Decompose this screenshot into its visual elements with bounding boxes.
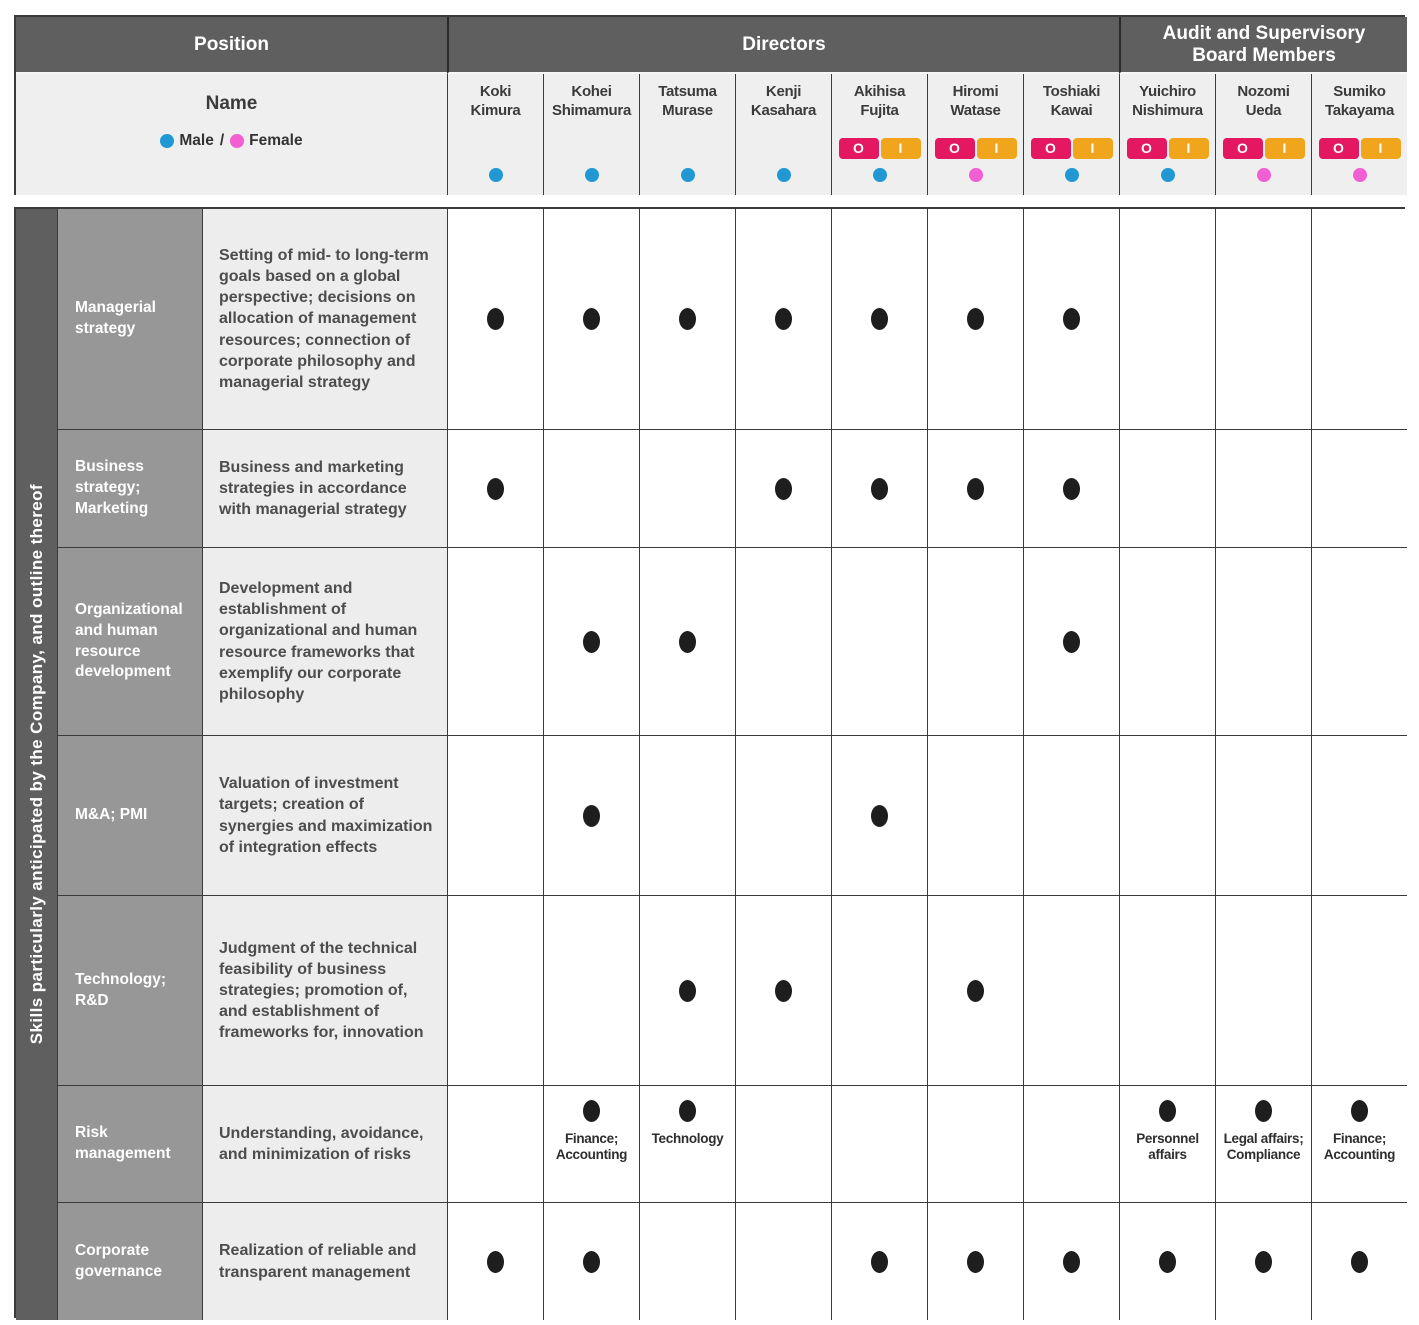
directors-label: Directors bbox=[742, 33, 826, 55]
person-header-toshiaki-kawai bbox=[1023, 74, 1119, 195]
officer-badges bbox=[838, 135, 922, 161]
mark-business-strategy-marketing-watase bbox=[927, 429, 1023, 547]
person-name: Kohei Shimamura bbox=[552, 83, 631, 119]
female-dot-icon bbox=[230, 134, 244, 148]
mark-managerial-strategy-takayama bbox=[1311, 209, 1407, 429]
mark-managerial-strategy-nishimura bbox=[1119, 209, 1215, 429]
mark-managerial-strategy-shimamura bbox=[543, 209, 639, 429]
mark-business-strategy-marketing-fujita bbox=[831, 429, 927, 547]
mark-technology-r-d-murase bbox=[639, 895, 735, 1085]
mark-managerial-strategy-kawai bbox=[1023, 209, 1119, 429]
mark-business-strategy-marketing-takayama bbox=[1311, 429, 1407, 547]
skills-table bbox=[14, 207, 1405, 1318]
independent-badge: I bbox=[1265, 138, 1305, 159]
skill-note: Finance; Accounting bbox=[555, 1131, 628, 1162]
person-header-tatsuma-murase bbox=[639, 74, 735, 195]
person-header-hiromi-watase bbox=[927, 74, 1023, 195]
mark-corporate-governance-murase bbox=[639, 1202, 735, 1320]
gender-cell bbox=[873, 161, 887, 189]
audit-header-cell bbox=[1119, 17, 1407, 74]
header-table bbox=[14, 15, 1405, 195]
mark-risk-management-nishimura bbox=[1119, 1085, 1215, 1202]
skill-dot bbox=[487, 478, 504, 500]
mark-m-a-pmi-takayama bbox=[1311, 735, 1407, 895]
mark-technology-r-d-kasahara bbox=[735, 895, 831, 1085]
gender-cell bbox=[585, 161, 599, 189]
mark-technology-r-d-fujita bbox=[831, 895, 927, 1085]
skill-note: Personnel affairs bbox=[1136, 1131, 1199, 1162]
skill-dot bbox=[487, 308, 504, 330]
mark-m-a-pmi-watase bbox=[927, 735, 1023, 895]
person-name: Koki Kimura bbox=[470, 83, 521, 119]
mark-organizational-and-human-resource-development-kawai bbox=[1023, 547, 1119, 735]
mark-corporate-governance-kawai bbox=[1023, 1202, 1119, 1320]
name-label: Name bbox=[205, 93, 258, 114]
person-header-yuichiro-nishimura bbox=[1119, 74, 1215, 195]
skill-dot bbox=[967, 478, 984, 500]
officer-badges bbox=[934, 135, 1018, 161]
skill-dot bbox=[583, 805, 600, 827]
mark-managerial-strategy-murase bbox=[639, 209, 735, 429]
mark-organizational-and-human-resource-development-takayama bbox=[1311, 547, 1407, 735]
skill-dot bbox=[679, 980, 696, 1002]
mark-m-a-pmi-nishimura bbox=[1119, 735, 1215, 895]
skill-dot bbox=[775, 980, 792, 1002]
skill-dot bbox=[679, 308, 696, 330]
skill-dot bbox=[775, 308, 792, 330]
person-header-koki-kimura bbox=[447, 74, 543, 195]
mark-managerial-strategy-kimura bbox=[447, 209, 543, 429]
sidebar-strip bbox=[16, 209, 57, 1320]
officer-badges bbox=[1030, 135, 1114, 161]
person-name: Nozomi Ueda bbox=[1237, 83, 1290, 119]
male-dot-icon bbox=[160, 134, 174, 148]
mark-m-a-pmi-shimamura bbox=[543, 735, 639, 895]
gender-cell bbox=[681, 161, 695, 189]
male-dot-icon bbox=[585, 168, 599, 182]
mark-technology-r-d-shimamura bbox=[543, 895, 639, 1085]
mark-risk-management-ueda bbox=[1215, 1085, 1311, 1202]
skill-dot bbox=[1255, 1251, 1272, 1273]
mark-m-a-pmi-fujita bbox=[831, 735, 927, 895]
independent-badge: I bbox=[1169, 138, 1209, 159]
skill-dot bbox=[583, 631, 600, 653]
officer-badges bbox=[1222, 135, 1306, 161]
mark-corporate-governance-watase bbox=[927, 1202, 1023, 1320]
name-header-cell bbox=[16, 74, 447, 195]
person-header-nozomi-ueda bbox=[1215, 74, 1311, 195]
person-name: Toshiaki Kawai bbox=[1042, 83, 1101, 119]
skill-description: Setting of mid- to long-term goals based on a global perspective; decisions on allocation of management resources; connection of corporate philosophy and managerial strategy bbox=[202, 209, 447, 429]
mark-corporate-governance-kasahara bbox=[735, 1202, 831, 1320]
gender-cell bbox=[1065, 161, 1079, 189]
position-label: Position bbox=[194, 33, 269, 55]
mark-organizational-and-human-resource-development-shimamura bbox=[543, 547, 639, 735]
position-header-cell bbox=[16, 17, 447, 74]
mark-technology-r-d-watase bbox=[927, 895, 1023, 1085]
skill-dot bbox=[1159, 1100, 1176, 1122]
person-header-kenji-kasahara bbox=[735, 74, 831, 195]
skill-label-business-strategy-marketing: Business strategy; Marketing bbox=[57, 429, 202, 547]
skill-description: Understanding, avoidance, and minimization of risks bbox=[202, 1085, 447, 1202]
officer-badges bbox=[1126, 135, 1210, 161]
mark-organizational-and-human-resource-development-ueda bbox=[1215, 547, 1311, 735]
gender-legend bbox=[160, 132, 302, 150]
mark-technology-r-d-nishimura bbox=[1119, 895, 1215, 1085]
mark-risk-management-kasahara bbox=[735, 1085, 831, 1202]
skill-description: Development and establishment of organizational and human resource frameworks that exemplify our corporate philosophy bbox=[202, 547, 447, 735]
mark-technology-r-d-takayama bbox=[1311, 895, 1407, 1085]
officer-badges bbox=[1318, 135, 1402, 161]
skill-dot bbox=[871, 1251, 888, 1273]
skill-dot bbox=[679, 1100, 696, 1122]
person-name: Sumiko Takayama bbox=[1324, 83, 1395, 119]
male-dot-icon bbox=[873, 168, 887, 182]
skill-dot bbox=[967, 308, 984, 330]
outside-badge: O bbox=[1127, 138, 1167, 159]
skill-description: Judgment of the technical feasibility of business strategies; promotion of, and establishment of frameworks for, innovation bbox=[202, 895, 447, 1085]
skill-label-m-a-pmi: M&A; PMI bbox=[57, 735, 202, 895]
skill-label-managerial-strategy: Managerial strategy bbox=[57, 209, 202, 429]
skill-dot bbox=[871, 805, 888, 827]
mark-corporate-governance-nishimura bbox=[1119, 1202, 1215, 1320]
mark-organizational-and-human-resource-development-fujita bbox=[831, 547, 927, 735]
mark-business-strategy-marketing-ueda bbox=[1215, 429, 1311, 547]
skill-dot bbox=[1351, 1100, 1368, 1122]
mark-m-a-pmi-kimura bbox=[447, 735, 543, 895]
directors-header-cell bbox=[447, 17, 1119, 74]
mark-organizational-and-human-resource-development-nishimura bbox=[1119, 547, 1215, 735]
skill-dot bbox=[967, 980, 984, 1002]
outside-badge: O bbox=[1223, 138, 1263, 159]
skill-label-risk-management: Risk management bbox=[57, 1085, 202, 1202]
male-legend-label: Male bbox=[179, 132, 214, 149]
mark-business-strategy-marketing-kawai bbox=[1023, 429, 1119, 547]
independent-badge: I bbox=[1361, 138, 1401, 159]
gender-cell bbox=[1353, 161, 1367, 189]
male-dot-icon bbox=[1065, 168, 1079, 182]
mark-organizational-and-human-resource-development-watase bbox=[927, 547, 1023, 735]
skill-description: Business and marketing strategies in accordance with managerial strategy bbox=[202, 429, 447, 547]
mark-m-a-pmi-murase bbox=[639, 735, 735, 895]
mark-organizational-and-human-resource-development-murase bbox=[639, 547, 735, 735]
mark-technology-r-d-ueda bbox=[1215, 895, 1311, 1085]
gender-cell bbox=[489, 161, 503, 189]
mark-risk-management-fujita bbox=[831, 1085, 927, 1202]
independent-badge: I bbox=[881, 138, 921, 159]
person-name: Akihisa Fujita bbox=[853, 83, 906, 119]
gender-cell bbox=[777, 161, 791, 189]
gender-cell bbox=[1257, 161, 1271, 189]
mark-m-a-pmi-kasahara bbox=[735, 735, 831, 895]
female-dot-icon bbox=[1353, 168, 1367, 182]
mark-corporate-governance-ueda bbox=[1215, 1202, 1311, 1320]
mark-technology-r-d-kawai bbox=[1023, 895, 1119, 1085]
female-dot-icon bbox=[969, 168, 983, 182]
skill-dot bbox=[1255, 1100, 1272, 1122]
skill-description: Valuation of investment targets; creation of synergies and maximization of integration effects bbox=[202, 735, 447, 895]
outside-badge: O bbox=[935, 138, 975, 159]
mark-risk-management-takayama bbox=[1311, 1085, 1407, 1202]
mark-technology-r-d-kimura bbox=[447, 895, 543, 1085]
outside-badge: O bbox=[1031, 138, 1071, 159]
mark-business-strategy-marketing-murase bbox=[639, 429, 735, 547]
mark-corporate-governance-takayama bbox=[1311, 1202, 1407, 1320]
female-legend-label: Female bbox=[249, 132, 303, 149]
skill-dot bbox=[1063, 1251, 1080, 1273]
person-header-akihisa-fujita bbox=[831, 74, 927, 195]
person-name: Kenji Kasahara bbox=[750, 83, 817, 119]
person-name: Tatsuma Murase bbox=[658, 83, 717, 119]
skill-dot bbox=[583, 1100, 600, 1122]
person-name: Hiromi Watase bbox=[950, 83, 1001, 119]
gender-cell bbox=[1161, 161, 1175, 189]
mark-m-a-pmi-kawai bbox=[1023, 735, 1119, 895]
mark-managerial-strategy-kasahara bbox=[735, 209, 831, 429]
mark-business-strategy-marketing-shimamura bbox=[543, 429, 639, 547]
independent-badge: I bbox=[1073, 138, 1113, 159]
skill-dot bbox=[1063, 631, 1080, 653]
skill-dot bbox=[583, 308, 600, 330]
audit-label: Audit and Supervisory Board Members bbox=[1162, 22, 1366, 66]
female-dot-icon bbox=[1257, 168, 1271, 182]
mark-organizational-and-human-resource-development-kimura bbox=[447, 547, 543, 735]
male-dot-icon bbox=[777, 168, 791, 182]
skill-dot bbox=[1063, 478, 1080, 500]
skill-label-organizational-and-human-resource-development: Organizational and human resource development bbox=[57, 547, 202, 735]
mark-business-strategy-marketing-kasahara bbox=[735, 429, 831, 547]
outside-badge: O bbox=[1319, 138, 1359, 159]
mark-risk-management-watase bbox=[927, 1085, 1023, 1202]
skill-note: Finance; Accounting bbox=[1323, 1131, 1396, 1162]
skill-dot bbox=[679, 631, 696, 653]
male-dot-icon bbox=[681, 168, 695, 182]
mark-risk-management-kawai bbox=[1023, 1085, 1119, 1202]
skill-note: Legal affairs; Compliance bbox=[1223, 1131, 1304, 1162]
skill-note: Technology bbox=[651, 1131, 724, 1146]
skill-label-corporate-governance: Corporate governance bbox=[57, 1202, 202, 1320]
person-header-sumiko-takayama bbox=[1311, 74, 1407, 195]
outside-badge: O bbox=[839, 138, 879, 159]
mark-managerial-strategy-fujita bbox=[831, 209, 927, 429]
mark-risk-management-murase bbox=[639, 1085, 735, 1202]
legend-separator: / bbox=[219, 132, 225, 149]
skill-dot bbox=[1351, 1251, 1368, 1273]
skill-dot bbox=[1063, 308, 1080, 330]
gender-cell bbox=[969, 161, 983, 189]
skill-description: Realization of reliable and transparent management bbox=[202, 1202, 447, 1320]
mark-managerial-strategy-ueda bbox=[1215, 209, 1311, 429]
mark-business-strategy-marketing-nishimura bbox=[1119, 429, 1215, 547]
skill-dot bbox=[583, 1251, 600, 1273]
mark-corporate-governance-kimura bbox=[447, 1202, 543, 1320]
sidebar-label: Skills particularly anticipated by the Company, and outline thereof bbox=[26, 484, 46, 1045]
skill-dot bbox=[967, 1251, 984, 1273]
mark-business-strategy-marketing-kimura bbox=[447, 429, 543, 547]
male-dot-icon bbox=[1161, 168, 1175, 182]
skill-dot bbox=[775, 478, 792, 500]
skill-dot bbox=[871, 308, 888, 330]
skill-label-technology-r-d: Technology; R&D bbox=[57, 895, 202, 1085]
person-header-kohei-shimamura bbox=[543, 74, 639, 195]
mark-risk-management-kimura bbox=[447, 1085, 543, 1202]
independent-badge: I bbox=[977, 138, 1017, 159]
mark-m-a-pmi-ueda bbox=[1215, 735, 1311, 895]
skill-dot bbox=[871, 478, 888, 500]
mark-managerial-strategy-watase bbox=[927, 209, 1023, 429]
mark-corporate-governance-fujita bbox=[831, 1202, 927, 1320]
mark-corporate-governance-shimamura bbox=[543, 1202, 639, 1320]
skill-dot bbox=[487, 1251, 504, 1273]
skill-dot bbox=[1159, 1251, 1176, 1273]
mark-organizational-and-human-resource-development-kasahara bbox=[735, 547, 831, 735]
mark-risk-management-shimamura bbox=[543, 1085, 639, 1202]
person-name: Yuichiro Nishimura bbox=[1132, 83, 1203, 119]
male-dot-icon bbox=[489, 168, 503, 182]
